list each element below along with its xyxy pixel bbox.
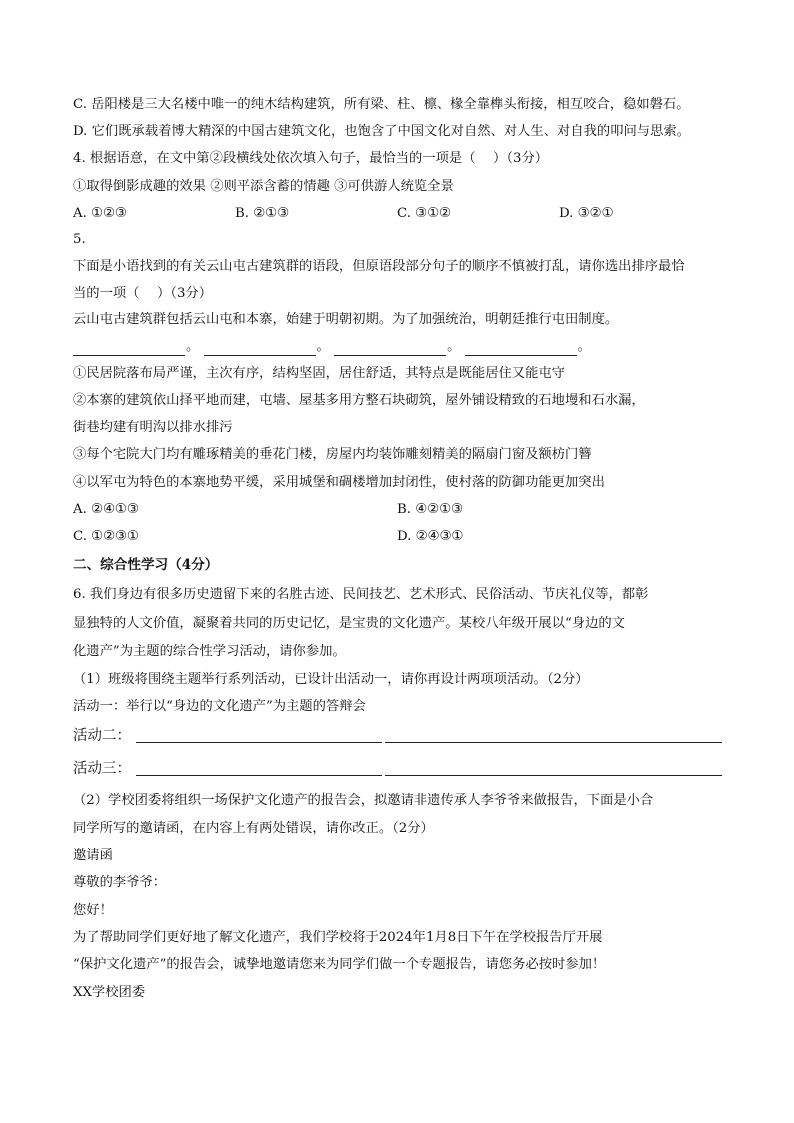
q5-item-4: ④以军屯为特色的本寨地势平缓，采用城堡和碉楼增加封闭性，使村落的防御功能更加突出 bbox=[73, 475, 605, 490]
q6-intro-line3: 化遗产”为主题的综合性学习活动，请你参加。 bbox=[73, 644, 346, 659]
letter-salutation: 尊敬的李爷爷： bbox=[73, 875, 167, 890]
q5-option-a[interactable]: A. ②④①③ bbox=[73, 502, 139, 517]
q6-part1: （1）班级将围绕主题举行系列活动，已设计出活动一，请你再设计两项项活动。（2分） bbox=[73, 672, 589, 687]
q6-activity3-answer-line-1[interactable] bbox=[136, 775, 382, 776]
q4-stem: 4. 根据语意，在文中第②段横线处依次填入句子，最恰当的一项是（ ）（3分） bbox=[73, 151, 549, 166]
q5-blank-1[interactable] bbox=[73, 341, 185, 356]
q4-option-c[interactable]: C. ③①② bbox=[397, 206, 451, 221]
q5-item-2: ②本寨的建筑依山择平地而建，屯墙、屋基多用方整石块砌筑，屋外铺设精致的石地墁和石水漏， bbox=[73, 393, 645, 408]
q5-blank-sep: 。 bbox=[316, 339, 330, 354]
q3-option-c: C. 岳阳楼是三大名楼中唯一的纯木结构建筑，所有梁、柱、檩、椽全靠榫头衔接，相互咬合，稳如磐石。 bbox=[73, 97, 690, 112]
letter-body-line1: 为了帮助同学们更好地了解文化遗产，我们学校将于2024年1月8日下午在学校报告厅开展 bbox=[73, 930, 603, 945]
section-2-title: 二、综合性学习（4分） bbox=[73, 557, 219, 573]
q6-part2-line2: 同学所写的邀请函，在内容上有两处错误，请你改正。（2分） bbox=[73, 821, 434, 836]
q5-item-3: ③每个宅院大门均有雕琢精美的垂花门楼，房屋内均装饰雕刻精美的隔扇门窗及额枋门簪 bbox=[73, 447, 592, 462]
q5-blanks bbox=[73, 338, 724, 356]
q6-part2-line1: （2）学校团委将组织一场保护文化遗产的报告会，拟邀请非遗传承人李爷爷来做报告，下面是小合 bbox=[73, 793, 654, 808]
q5-option-d[interactable]: D. ②④③① bbox=[397, 529, 464, 544]
q5-item-1: ①民居院落布局严谨，主次有序，结构坚固，居住舒适，其特点是既能居住又能屯守 bbox=[73, 366, 565, 381]
q6-activity2-answer-line-2[interactable] bbox=[385, 742, 722, 743]
q5-stem-line2: 当的一项（ ）（3分） bbox=[73, 286, 213, 301]
letter-body-line2: “保护文化遗产”的报告会，诚挚地邀请您来为同学们做一个专题报告，请您务必按时参加！ bbox=[73, 957, 606, 972]
q5-passage: 云山屯古建筑群包括云山屯和本寨，始建于明朝初期。为了加强统治，明朝廷推行屯田制度。 bbox=[73, 312, 619, 327]
q5-blank-sep: 。 bbox=[577, 339, 591, 354]
q4-option-b[interactable]: B. ②①③ bbox=[235, 206, 289, 221]
letter-signature: XX学校团委 bbox=[73, 985, 146, 1000]
letter-title: 邀请函 bbox=[73, 848, 113, 863]
q5-number: 5. bbox=[73, 232, 86, 247]
q5-blank-2[interactable] bbox=[204, 341, 316, 356]
q6-activity3-label: 活动三： bbox=[73, 761, 131, 777]
q5-blank-sep: 。 bbox=[447, 339, 461, 354]
q5-item-2-cont: 街巷均建有明沟以排水排污 bbox=[73, 420, 233, 435]
q5-blank-3[interactable] bbox=[334, 341, 446, 356]
letter-greeting: 您好！ bbox=[73, 903, 113, 918]
q5-blank-sep: 。 bbox=[186, 339, 200, 354]
q6-intro-line2: 显独特的人文价值，凝聚着共同的历史记忆，是宝贵的文化遗产。某校八年级开展以“身边的文 bbox=[73, 616, 625, 631]
q3-option-d: D. 它们既承载着博大精深的中国古建筑文化，也饱含了中国文化对自然、对人生、对自我的叩问与思索。 bbox=[73, 124, 690, 139]
q6-activity1: 活动一：举行以“身边的文化遗产”为主题的答辩会 bbox=[73, 699, 366, 714]
q4-option-a[interactable]: A. ①②③ bbox=[73, 206, 127, 221]
q5-option-c[interactable]: C. ①②③① bbox=[73, 529, 139, 544]
q6-activity2-label: 活动二： bbox=[73, 728, 131, 744]
q6-intro-line1: 6. 我们身边有很多历史遗留下来的名胜古迹、民间技艺、艺术形式、民俗活动、节庆礼仪等，都彰 bbox=[73, 587, 649, 602]
q4-sentences: ①取得倒影成趣的效果 ②则平添含蓄的情趣 ③可供游人统览全景 bbox=[73, 179, 454, 194]
q6-activity2-answer-line-1[interactable] bbox=[136, 742, 382, 743]
q5-stem-line1: 下面是小语找到的有关云山屯古建筑群的语段，但原语段部分句子的顺序不慎被打乱，请你选出排序最恰 bbox=[73, 259, 685, 274]
q6-activity3-answer-line-2[interactable] bbox=[385, 775, 722, 776]
q5-blank-4[interactable] bbox=[465, 341, 577, 356]
q5-option-b[interactable]: B. ④②①③ bbox=[397, 502, 463, 517]
q4-option-d[interactable]: D. ③②① bbox=[559, 206, 614, 221]
